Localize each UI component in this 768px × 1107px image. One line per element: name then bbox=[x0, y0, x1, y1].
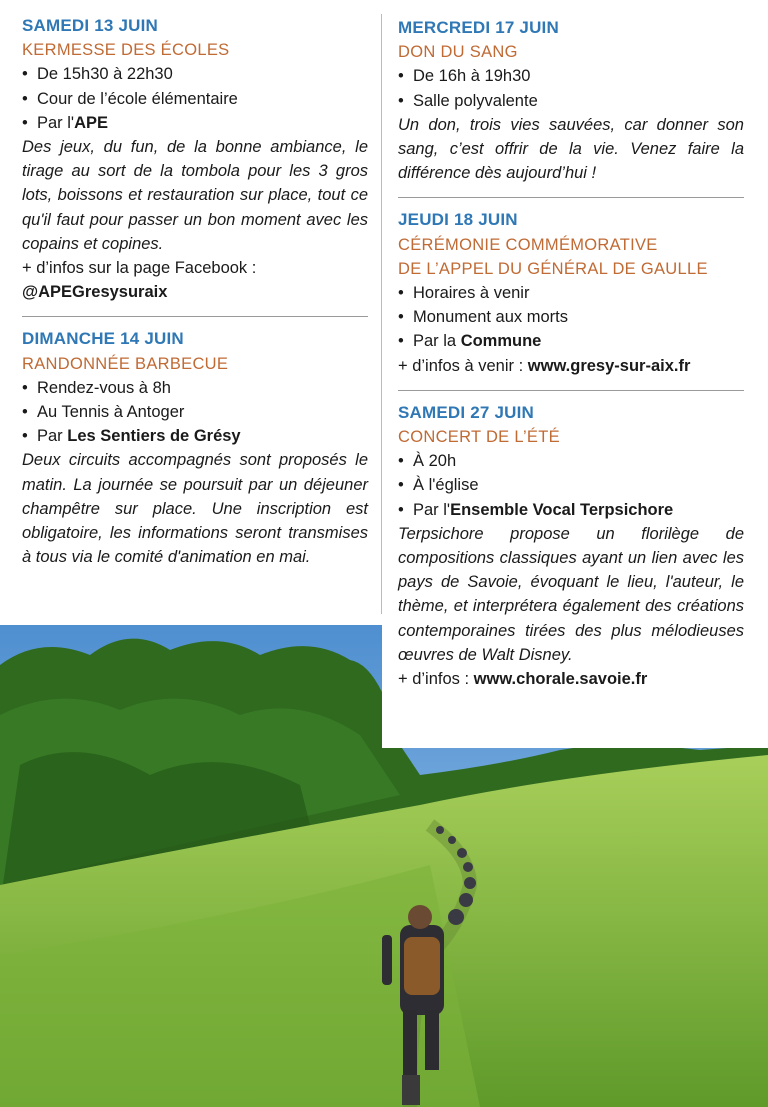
event-location: • Monument aux morts bbox=[398, 305, 744, 329]
event-details bbox=[398, 449, 744, 522]
event-details bbox=[22, 62, 368, 135]
event-time: • Rendez-vous à 8h bbox=[22, 376, 368, 400]
event-concert bbox=[398, 401, 744, 691]
organizer-name: APE bbox=[74, 113, 109, 132]
event-details bbox=[22, 376, 368, 449]
event-details bbox=[398, 281, 744, 354]
right-column bbox=[382, 16, 768, 748]
more-info-label: + d’infos à venir : bbox=[398, 356, 528, 375]
organizer-prefix: Par bbox=[37, 427, 68, 446]
event-title: KERMESSE DES ÉCOLES bbox=[22, 41, 230, 60]
event-date: JEUDI 18 JUIN bbox=[398, 210, 518, 230]
more-info-label: + d’infos : bbox=[398, 670, 474, 689]
event-more-info bbox=[398, 667, 744, 691]
event-more-info bbox=[398, 354, 744, 378]
left-column bbox=[22, 14, 368, 569]
section-separator bbox=[22, 316, 368, 317]
organizer-prefix: Par l' bbox=[413, 500, 451, 519]
event-time: • À 20h bbox=[398, 449, 744, 473]
event-time: • De 15h30 à 22h30 bbox=[22, 62, 368, 86]
event-randonnee bbox=[22, 327, 368, 569]
event-ceremonie bbox=[398, 208, 744, 377]
event-kermesse bbox=[22, 14, 368, 304]
event-organizer bbox=[22, 111, 368, 135]
event-date: DIMANCHE 14 JUIN bbox=[22, 329, 184, 349]
event-description: Deux circuits accompagnés sont proposés le matin. La journée se poursuit par un déjeuner champêtre sur place. Une inscription est obligatoire, les informations seront transmises à tous via le comité d'animation en mai. bbox=[22, 451, 368, 567]
organizer-name: Les Sentiers de Grésy bbox=[67, 427, 241, 446]
event-organizer bbox=[398, 329, 744, 353]
event-facebook-handle[interactable] bbox=[22, 280, 368, 304]
event-description: Un don, trois vies sauvées, car donner son sang, c’est offrir de la vie. Venez faire la différence dès aujourd’hui ! bbox=[398, 115, 744, 183]
event-description: Terpsichore propose un florilège de compositions classiques ayant un lien avec les pays de Savoie, évoquant le lieu, l'auteur, le thème, et interprétera également des créations contemporaines tirées des plus mélodieuses œuvres de Walt Disney. bbox=[398, 524, 744, 664]
event-title-line-1: CÉRÉMONIE COMMÉMORATIVE bbox=[398, 235, 658, 254]
event-title-line-2: DE L’APPEL DU GÉNÉRAL DE GAULLE bbox=[398, 259, 708, 278]
event-don-du-sang bbox=[398, 16, 744, 185]
event-details bbox=[398, 64, 744, 112]
event-organizer bbox=[398, 498, 744, 522]
event-date: SAMEDI 27 JUIN bbox=[398, 402, 535, 422]
event-location: • À l'église bbox=[398, 473, 744, 497]
event-title: RANDONNÉE BARBECUE bbox=[22, 354, 229, 373]
event-date: MERCREDI 17 JUIN bbox=[398, 18, 559, 37]
event-location: • Salle polyvalente bbox=[398, 89, 744, 113]
event-title: CONCERT DE L’ÉTÉ bbox=[398, 428, 560, 447]
event-more-info-label: + d’infos sur la page Facebook : bbox=[22, 259, 257, 278]
organizer-name: Ensemble Vocal Terpsichore bbox=[450, 500, 674, 519]
event-time: • Horaires à venir bbox=[398, 281, 744, 305]
event-organizer bbox=[22, 424, 368, 448]
event-title: DON DU SANG bbox=[398, 43, 518, 62]
event-description: Des jeux, du fun, de la bonne ambiance, le tirage au sort de la tombola pour les 3 gros lots, boissons et restauration sur place, tout ce qu'il faut pour passer un bon moment avec les copains et copines. bbox=[22, 138, 368, 253]
organizer-name: Commune bbox=[460, 332, 542, 351]
section-separator bbox=[398, 390, 744, 391]
event-location: • Au Tennis à Antoger bbox=[22, 400, 368, 424]
event-date: SAMEDI 13 JUIN bbox=[22, 16, 159, 35]
organizer-prefix: Par l' bbox=[37, 113, 75, 132]
facebook-handle-text: @APEGresysuraix bbox=[22, 283, 168, 302]
website-link[interactable]: www.chorale.savoie.fr bbox=[473, 670, 648, 689]
event-time: • De 16h à 19h30 bbox=[398, 64, 744, 88]
section-separator bbox=[398, 197, 744, 198]
organizer-prefix: Par la bbox=[413, 332, 461, 351]
website-link[interactable]: www.gresy-sur-aix.fr bbox=[527, 356, 691, 375]
event-location: • Cour de l’école élémentaire bbox=[22, 87, 368, 111]
